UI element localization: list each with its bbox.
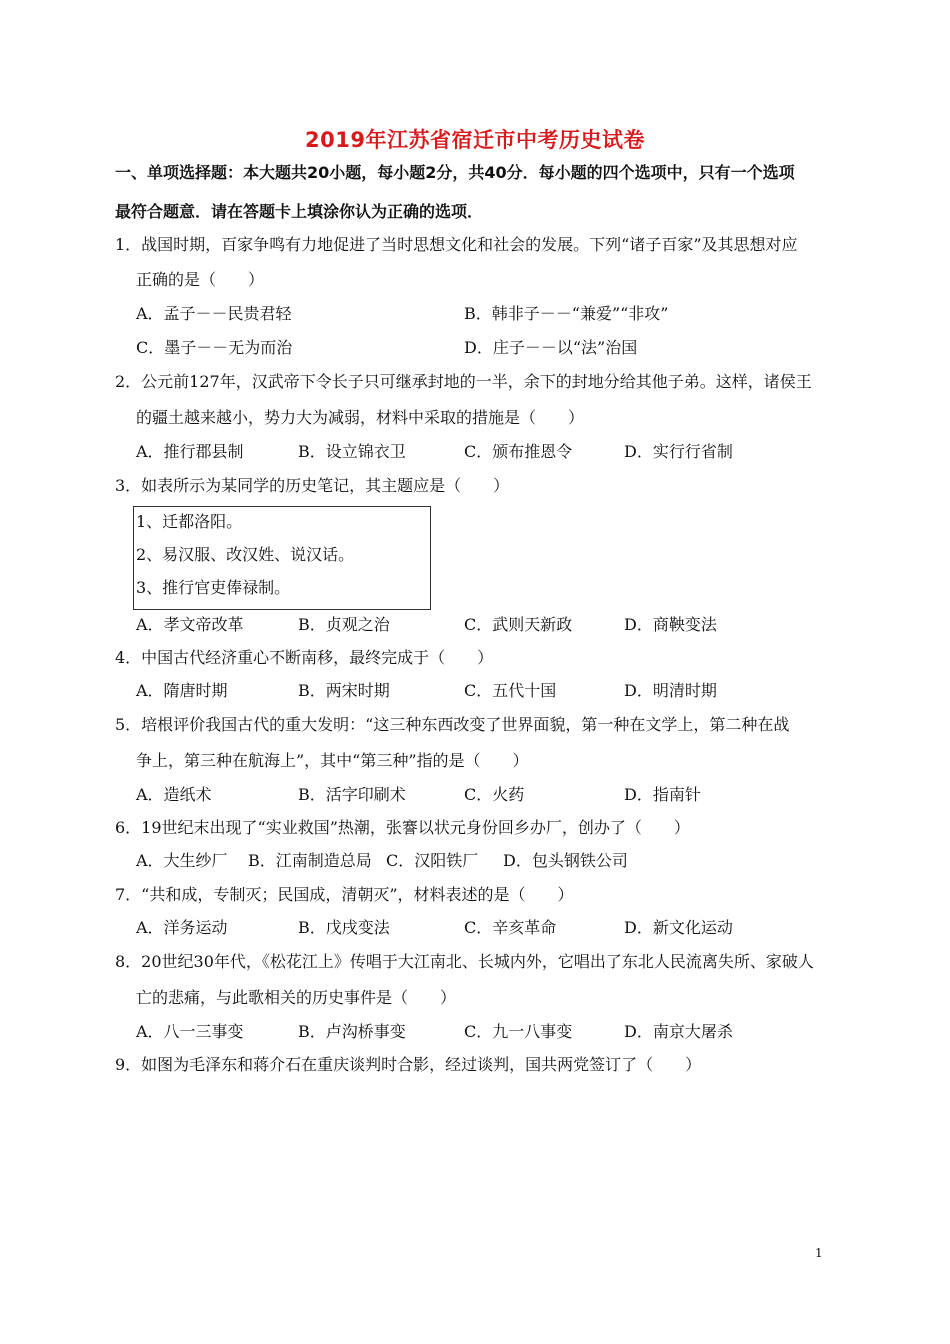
- question-8-option-d[interactable]: D．南京大屠杀: [624, 1022, 733, 1041]
- question-1-option-b[interactable]: B．韩非子－－“兼爱”“非攻”: [464, 304, 669, 323]
- question-6-option-b[interactable]: B．江南制造总局: [248, 851, 372, 870]
- question-5-stem: 5．培根评价我国古代的重大发明：“这三种东西改变了世界面貌，第一种在文学上，第二种在战: [115, 715, 790, 734]
- question-5-option-c[interactable]: C．火药: [464, 785, 525, 804]
- question-6-option-c[interactable]: C．汉阳铁厂: [386, 851, 479, 870]
- question-1-stem-cont: 正确的是（ ）: [136, 270, 265, 289]
- question-1-option-d[interactable]: D．庄子－－以“法”治国: [464, 338, 638, 357]
- question-8-option-a[interactable]: A．八一三事变: [136, 1022, 244, 1041]
- history-note-2: 2、易汉服、改汉姓、说汉话。: [136, 545, 355, 564]
- question-1-option-c[interactable]: C．墨子－－无为而治: [136, 338, 293, 357]
- question-3-option-d[interactable]: D．商鞅变法: [624, 615, 717, 634]
- question-3-option-c[interactable]: C．武则天新政: [464, 615, 573, 634]
- section-instruction-line2: 最符合题意．请在答题卡上填涂你认为正确的选项．: [115, 202, 484, 221]
- page-title: 2019年江苏省宿迁市中考历史试卷: [305, 128, 645, 152]
- section-instruction-line1: 一、单项选择题：本大题共20小题，每小题2分，共40分．每小题的四个选项中，只有一个选项: [115, 163, 795, 182]
- question-9-stem: 9．如图为毛泽东和蒋介石在重庆谈判时合影，经过谈判，国共两党签订了（ ）: [115, 1055, 702, 1074]
- question-2-option-c[interactable]: C．颁布推恩令: [464, 442, 573, 461]
- question-2-stem: 2．公元前127年，汉武帝下令长子只可继承封地的一半，余下的封地分给其他子弟。这样，诸侯王: [115, 372, 812, 391]
- question-1-stem: 1．战国时期，百家争鸣有力地促进了当时思想文化和社会的发展。下列“诸子百家”及其思想对应: [115, 235, 798, 254]
- question-5-option-b[interactable]: B．活字印刷术: [298, 785, 406, 804]
- question-3-option-a[interactable]: A．孝文帝改革: [136, 615, 244, 634]
- question-2-option-a[interactable]: A．推行郡县制: [136, 442, 244, 461]
- question-4-option-b[interactable]: B．两宋时期: [298, 681, 390, 700]
- question-3-option-b[interactable]: B．贞观之治: [298, 615, 390, 634]
- question-8-stem-cont: 亡的悲痛，与此歌相关的历史事件是（ ）: [136, 988, 457, 1007]
- question-5-option-a[interactable]: A．造纸术: [136, 785, 212, 804]
- question-1-option-a[interactable]: A．孟子－－民贵君轻: [136, 304, 292, 323]
- question-7-option-a[interactable]: A．洋务运动: [136, 918, 228, 937]
- question-7-stem: 7．“共和成，专制灭；民国成，清朝灭”，材料表述的是（ ）: [115, 885, 574, 904]
- page-number: 1: [815, 1246, 823, 1260]
- question-4-option-d[interactable]: D．明清时期: [624, 681, 717, 700]
- question-5-option-d[interactable]: D．指南针: [624, 785, 701, 804]
- question-6-option-a[interactable]: A．大生纱厂: [136, 851, 228, 870]
- question-7-option-b[interactable]: B．戊戌变法: [298, 918, 390, 937]
- question-8-option-b[interactable]: B．卢沟桥事变: [298, 1022, 406, 1041]
- question-6-stem: 6．19世纪末出现了“实业救国”热潮，张謇以状元身份回乡办厂，创办了（ ）: [115, 818, 690, 837]
- history-note-3: 3、推行官吏俸禄制。: [136, 578, 291, 597]
- question-8-option-c[interactable]: C．九一八事变: [464, 1022, 573, 1041]
- question-7-option-c[interactable]: C．辛亥革命: [464, 918, 557, 937]
- question-2-stem-cont: 的疆土越来越小，势力大为减弱，材料中采取的措施是（ ）: [136, 408, 585, 427]
- question-3-stem: 3．如表所示为某同学的历史笔记，其主题应是（ ）: [115, 476, 510, 495]
- question-6-option-d[interactable]: D．包头钢铁公司: [503, 851, 628, 870]
- question-8-stem: 8．20世纪30年代，《松花江上》传唱于大江南北、长城内外，它唱出了东北人民流离失所、家破人: [115, 952, 814, 971]
- history-note-1: 1、迁都洛阳。: [136, 512, 243, 531]
- question-2-option-b[interactable]: B．设立锦衣卫: [298, 442, 406, 461]
- question-4-option-c[interactable]: C．五代十国: [464, 681, 557, 700]
- question-2-option-d[interactable]: D．实行行省制: [624, 442, 733, 461]
- question-5-stem-cont: 争上，第三种在航海上”，其中“第三种”指的是（ ）: [136, 751, 529, 770]
- question-7-option-d[interactable]: D．新文化运动: [624, 918, 733, 937]
- question-4-option-a[interactable]: A．隋唐时期: [136, 681, 228, 700]
- question-4-stem: 4．中国古代经济重心不断南移，最终完成于（ ）: [115, 648, 494, 667]
